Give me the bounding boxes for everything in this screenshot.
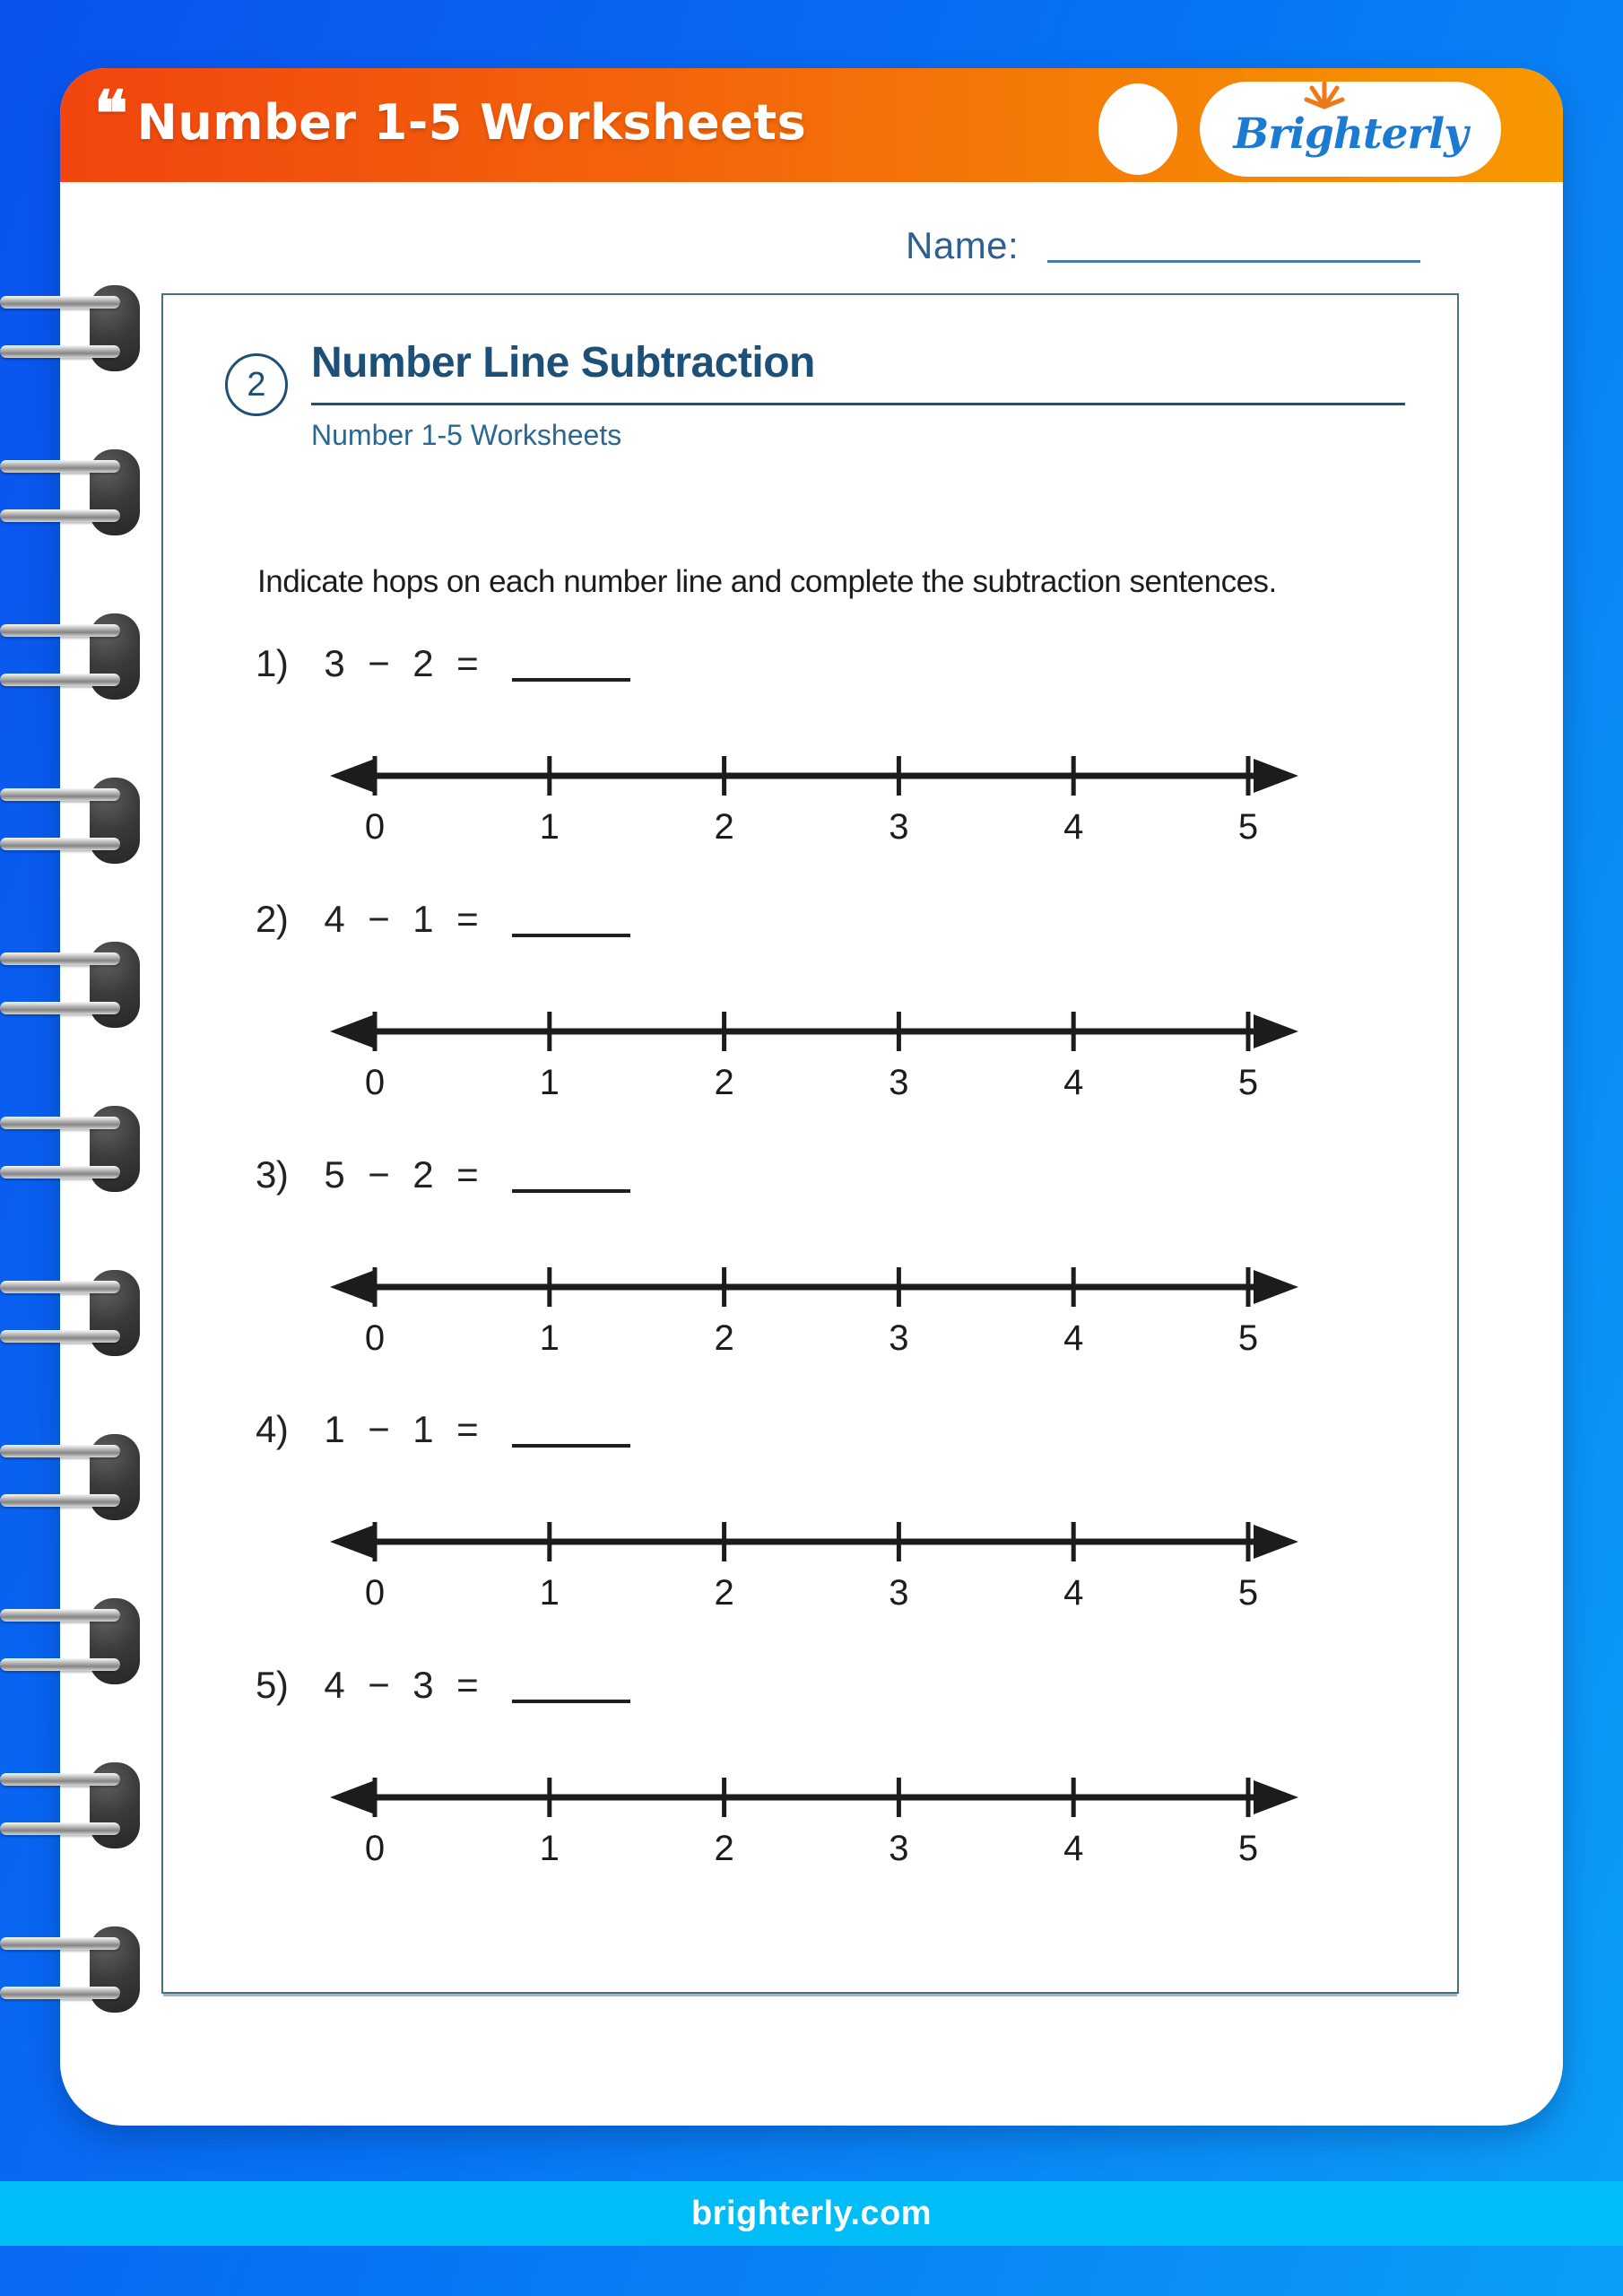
binding-wire xyxy=(0,296,120,309)
right-arrow-icon xyxy=(1254,1270,1298,1304)
tick-label: 3 xyxy=(889,807,909,846)
page-header-title: Number 1-5 Worksheets xyxy=(136,94,807,151)
footer xyxy=(0,2181,1623,2246)
tick-label: 2 xyxy=(714,1573,734,1612)
name-blank-line xyxy=(1047,224,1420,263)
tick-label: 1 xyxy=(539,1063,560,1101)
quote-icon: ❝ xyxy=(94,75,128,151)
tick-label: 0 xyxy=(364,1829,386,1867)
right-arrow-icon xyxy=(1254,1780,1298,1814)
tick-label: 2 xyxy=(714,1829,734,1867)
binding-ring xyxy=(0,1434,143,1520)
tick-label: 3 xyxy=(889,1829,909,1867)
binding-wire xyxy=(0,952,120,965)
minus-sign: − xyxy=(368,898,390,940)
instructions: Indicate hops on each number line and complete the subtraction sentences. xyxy=(257,564,1277,599)
worksheet-subtitle: Number 1-5 Worksheets xyxy=(311,419,622,451)
worksheet-box xyxy=(161,293,1459,1994)
subtrahend: 1 xyxy=(412,898,434,940)
binding-wire xyxy=(0,1773,120,1786)
binding-wire xyxy=(0,788,120,801)
problem-row xyxy=(163,1662,1457,1877)
equals-sign: = xyxy=(456,898,479,940)
tick-label: 5 xyxy=(1237,1318,1259,1357)
binding-ring xyxy=(0,1762,143,1848)
binding-ring xyxy=(0,285,143,371)
binding-wire xyxy=(0,345,120,358)
tick-label: 1 xyxy=(539,1318,560,1357)
tick-label: 1 xyxy=(539,1573,560,1612)
binding-wire xyxy=(0,1330,120,1343)
minuend: 3 xyxy=(324,642,345,684)
minuend: 4 xyxy=(324,1664,345,1706)
binding-wire xyxy=(0,1937,120,1950)
tick-label: 5 xyxy=(1237,807,1259,846)
binding-wire xyxy=(0,1494,120,1507)
binding-ring xyxy=(0,613,143,700)
subtraction-sentence xyxy=(324,898,654,940)
logo-starburst-icon xyxy=(1304,80,1345,112)
worksheet-page xyxy=(60,68,1563,2126)
tick-label: 4 xyxy=(1063,1318,1084,1357)
binding-wire xyxy=(0,674,120,686)
answer-blank xyxy=(512,1157,630,1193)
problem-number: 5) xyxy=(256,1664,289,1706)
minuend: 5 xyxy=(324,1153,345,1196)
binding-wire xyxy=(0,1281,120,1293)
equals-sign: = xyxy=(456,642,479,684)
right-arrow-icon xyxy=(1254,1525,1298,1559)
tick-label: 1 xyxy=(539,1829,560,1867)
binding-wire xyxy=(0,838,120,850)
subtrahend: 1 xyxy=(412,1408,434,1450)
number-line xyxy=(328,1001,1300,1101)
number-line xyxy=(328,745,1300,846)
tick-label: 3 xyxy=(889,1573,909,1612)
right-arrow-icon xyxy=(1254,1014,1298,1048)
tick-label: 4 xyxy=(1063,1063,1084,1101)
tick-label: 4 xyxy=(1063,1573,1084,1612)
equals-sign: = xyxy=(456,1664,479,1706)
subtrahend: 2 xyxy=(412,642,434,684)
tick-label: 3 xyxy=(889,1318,909,1357)
right-arrow-icon xyxy=(1254,759,1298,793)
problem-row xyxy=(163,1406,1457,1622)
number-line-svg xyxy=(328,1001,1300,1101)
binding-wire xyxy=(0,1658,120,1671)
minuend: 1 xyxy=(324,1408,345,1450)
answer-blank xyxy=(512,646,630,682)
number-line-svg xyxy=(328,1767,1300,1867)
equals-sign: = xyxy=(456,1153,479,1196)
number-line xyxy=(328,1767,1300,1867)
left-arrow-icon xyxy=(330,1270,375,1304)
brighterly-logo[interactable] xyxy=(1200,82,1501,177)
equals-sign: = xyxy=(456,1408,479,1450)
tick-label: 4 xyxy=(1063,1829,1084,1867)
tick-label: 4 xyxy=(1063,807,1084,846)
binding-ring xyxy=(0,1270,143,1356)
footer-url[interactable]: brighterly.com xyxy=(690,2194,933,2232)
tick-label: 1 xyxy=(539,807,560,846)
tick-label: 0 xyxy=(364,1063,386,1101)
tick-label: 0 xyxy=(364,1318,386,1357)
subtraction-sentence xyxy=(324,1153,654,1196)
left-arrow-icon xyxy=(330,1780,375,1814)
binding-ring xyxy=(0,942,143,1028)
minus-sign: − xyxy=(368,1153,390,1196)
minus-sign: − xyxy=(368,1408,390,1450)
problems xyxy=(163,295,1457,1992)
tick-label: 2 xyxy=(714,807,734,846)
section-number-badge: 2 xyxy=(225,353,288,416)
name-label: Name: xyxy=(906,224,1020,266)
tick-label: 5 xyxy=(1237,1829,1259,1867)
subtraction-sentence xyxy=(324,1664,654,1706)
left-arrow-icon xyxy=(330,1525,375,1559)
tick-label: 5 xyxy=(1237,1063,1259,1101)
problem-row xyxy=(163,1152,1457,1367)
tick-label: 0 xyxy=(364,1573,386,1612)
binding-wire xyxy=(0,1166,120,1178)
binding-ring xyxy=(0,449,143,535)
subtraction-sentence xyxy=(324,1408,654,1450)
logo-text: Brighterly xyxy=(1233,109,1468,159)
answer-blank xyxy=(512,1412,630,1448)
binding-ring xyxy=(0,1598,143,1684)
binding-ring xyxy=(0,778,143,864)
binding-wire xyxy=(0,509,120,522)
number-line-svg xyxy=(328,745,1300,846)
number-line-svg xyxy=(328,1511,1300,1612)
binding-wire xyxy=(0,1117,120,1129)
tick-label: 2 xyxy=(714,1318,734,1357)
number-line xyxy=(328,1257,1300,1357)
header-circle-badge xyxy=(1098,83,1177,175)
binding-wire xyxy=(0,1445,120,1457)
minus-sign: − xyxy=(368,1664,390,1706)
problem-row xyxy=(163,896,1457,1111)
tick-label: 0 xyxy=(364,807,386,846)
tick-label: 5 xyxy=(1237,1573,1259,1612)
left-arrow-icon xyxy=(330,1014,375,1048)
problem-number: 4) xyxy=(256,1408,289,1450)
page-header xyxy=(60,68,1563,182)
binding-wire xyxy=(0,1609,120,1622)
left-arrow-icon xyxy=(330,759,375,793)
binding-ring xyxy=(0,1106,143,1192)
tick-label: 3 xyxy=(889,1063,909,1101)
number-line xyxy=(328,1511,1300,1612)
subtraction-sentence xyxy=(324,642,654,684)
answer-blank xyxy=(512,901,630,937)
problem-row xyxy=(163,640,1457,856)
binding-wire xyxy=(0,1002,120,1014)
binding-wire xyxy=(0,460,120,473)
binding-ring xyxy=(0,1926,143,2013)
problem-number: 3) xyxy=(256,1153,289,1196)
minus-sign: − xyxy=(368,642,390,684)
minuend: 4 xyxy=(324,898,345,940)
binding-wire xyxy=(0,1822,120,1835)
binding-wire xyxy=(0,624,120,637)
worksheet-title: Number Line Subtraction xyxy=(311,339,815,387)
subtrahend: 3 xyxy=(412,1664,434,1706)
subtrahend: 2 xyxy=(412,1153,434,1196)
number-line-svg xyxy=(328,1257,1300,1357)
binding-wire xyxy=(0,1987,120,1999)
answer-blank xyxy=(512,1667,630,1703)
problem-number: 2) xyxy=(256,898,289,940)
tick-label: 2 xyxy=(714,1063,734,1101)
problem-number: 1) xyxy=(256,642,289,684)
